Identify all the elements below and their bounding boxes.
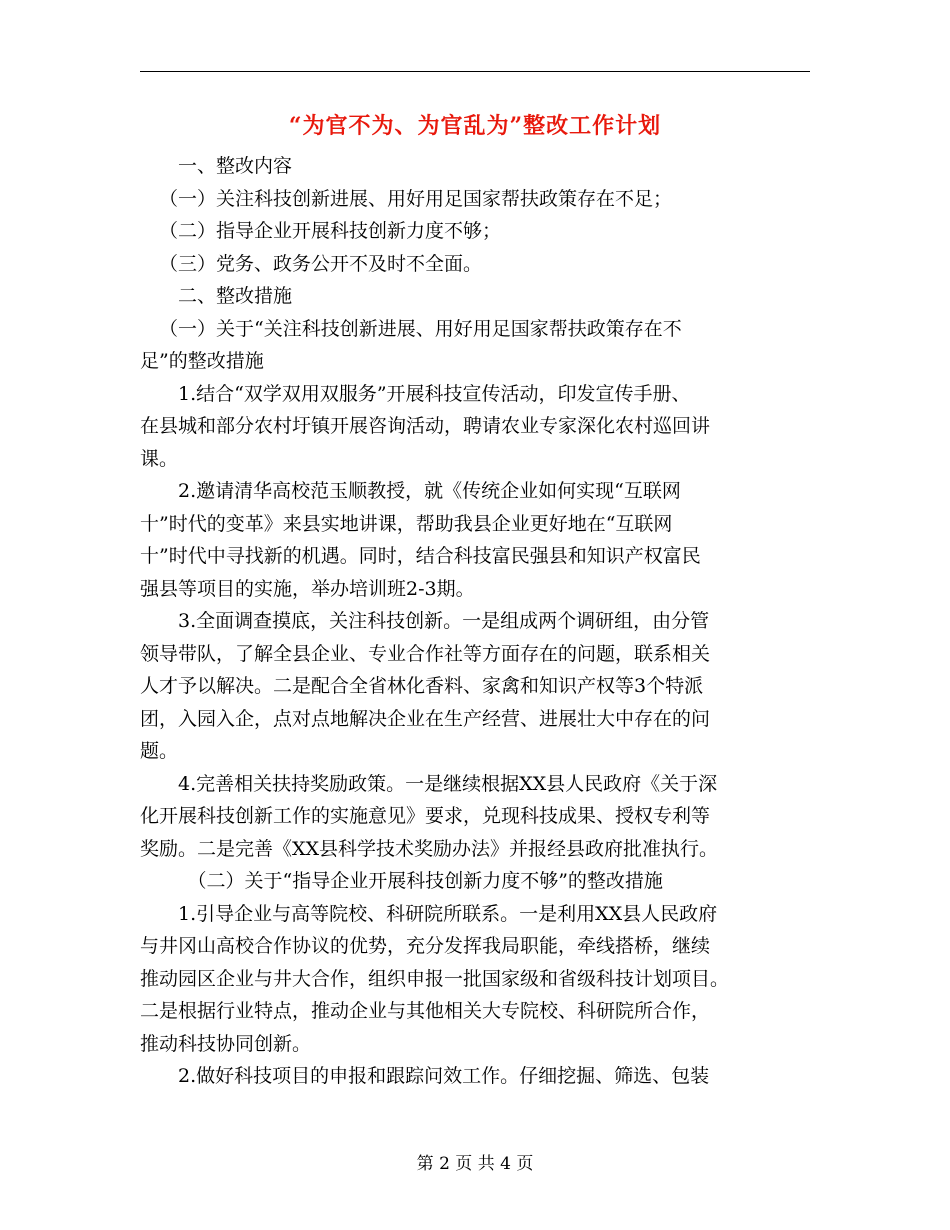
text-line: 2.做好科技项目的申报和跟踪问效工作。仔细挖掘、筛选、包装: [178, 1065, 710, 1087]
text-line: 奖励。二是完善《XX县科学技术奖励办法》并报经县政府批准执行。: [140, 837, 719, 860]
text-line: （一）关于“关注科技创新进展、用好用足国家帮扶政策存在不: [159, 317, 682, 340]
text-line: 足”的整改措施: [140, 350, 264, 372]
text-line: （三）党务、政务公开不及时不全面。: [159, 252, 483, 275]
text-line: （二）关于“指导企业开展科技创新力度不够”的整改措施: [187, 870, 663, 892]
text-line: 团，入园入企，点对点地解决企业在生产经营、进展壮大中存在的问: [140, 707, 711, 730]
text-line: 课。: [140, 447, 179, 470]
header-rule: [140, 71, 810, 72]
text-line: 推动科技协同创新。: [140, 1032, 312, 1055]
text-line: 人才予以解决。二是配合全省林化香料、家禽和知识产权等3个特派: [140, 675, 704, 697]
text-line: 在县城和部分农村圩镇开展咨询活动，聘请农业专家深化农村巡回讲: [140, 415, 711, 437]
text-line: 2.邀请清华高校范玉顺教授，就《传统企业如何实现“互联网: [178, 480, 681, 502]
text-line: 十”时代的变革》来县实地讲课，帮助我县企业更好地在“互联网: [140, 512, 673, 535]
text-line: 1.引导企业与高等院校、科研院所联系。一是利用XX县人民政府: [178, 902, 718, 925]
text-line: 十”时代中寻找新的机遇。同时，结合科技富民强县和知识产权富民: [140, 545, 701, 567]
document-body: [140, 150, 810, 1093]
text-line: 4.完善相关扶持奖励政策。一是继续根据XX县人民政府《关于深: [178, 772, 718, 795]
text-line: 与井冈山高校合作协议的优势，充分发挥我局职能，牵线搭桥，继续: [140, 935, 711, 957]
text-line: 推动园区企业与井大合作，组织申报一批国家级和省级科技计划项目。: [140, 967, 730, 990]
text-line: 二、整改措施: [178, 285, 293, 307]
text-line: 二是根据行业特点，推动企业与其他相关大专院校、科研院所合作，: [140, 1000, 711, 1022]
text-line: （一）关注科技创新进展、用好用足国家帮扶政策存在不足；: [159, 187, 673, 210]
text-line: 题。: [140, 740, 179, 762]
text-line: 一、整改内容: [178, 155, 293, 177]
document-title: “为官不为、为官乱为”整改工作计划: [288, 113, 662, 139]
text-line: 领导带队，了解全县企业、专业合作社等方面存在的问题，联系相关: [140, 642, 711, 665]
text-line: 3.全面调查摸底，关注科技创新。一是组成两个调研组，由分管: [178, 610, 710, 632]
text-line: 化开展科技创新工作的实施意见》要求，兑现科技成果、授权专利等: [140, 805, 711, 827]
text-line: 强县等项目的实施，举办培训班2-3期。: [140, 577, 475, 600]
text-line: 1.结合“双学双用双服务”开展科技宣传活动，印发宣传手册、: [178, 382, 691, 405]
page-number: 第 2 页 共 4 页: [416, 1154, 534, 1174]
text-line: （二）指导企业开展科技创新力度不够；: [159, 220, 502, 242]
